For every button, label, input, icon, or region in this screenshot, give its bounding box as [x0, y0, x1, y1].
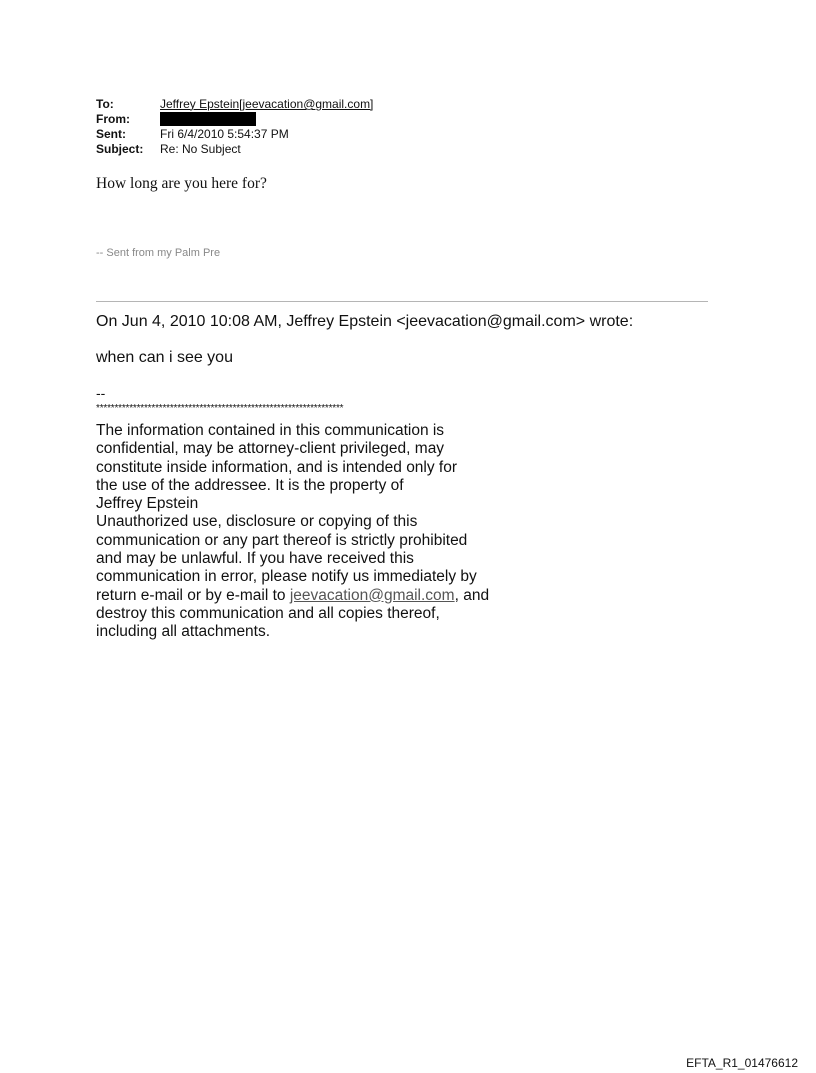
subject-row [96, 142, 373, 157]
reply-text: How long are you here for? [96, 175, 267, 192]
star-separator: ******************************************************************* [96, 403, 344, 414]
disclaimer-line: Unauthorized use, disclosure or copying of this [96, 513, 418, 531]
email-link[interactable]: jeevacation@gmail.com [289, 586, 455, 604]
sent-value: Fri 6/4/2010 5:54:37 PM [160, 127, 289, 141]
mobile-signature: -- Sent from my Palm Pre [96, 247, 221, 259]
disclaimer-line: Jeffrey Epstein [96, 495, 199, 513]
disclaimer-text: , and [454, 586, 490, 604]
disclaimer-line-with-link [96, 587, 489, 605]
from-row [96, 112, 373, 127]
to-row [96, 97, 373, 112]
to-label: To: [96, 97, 114, 111]
disclaimer-line: constitute inside information, and is intended only for [96, 458, 458, 476]
disclaimer-line: and may be unlawful. If you have received this [96, 550, 414, 568]
subject-value: Re: No Subject [160, 142, 241, 156]
disclaimer-line: destroy this communication and all copies thereof, [96, 604, 440, 622]
email-header [96, 97, 373, 157]
disclaimer-line: including all attachments. [96, 623, 271, 641]
confidentiality-disclaimer [96, 422, 489, 642]
disclaimer-line: communication in error, please notify us immediately by [96, 568, 477, 586]
quoted-message: when can i see you [96, 349, 233, 366]
sent-row [96, 127, 373, 142]
to-value: Jeffrey Epstein[jeevacation@gmail.com] [160, 97, 374, 111]
document-id: EFTA_R1_01476612 [686, 1056, 798, 1070]
sent-label: Sent: [96, 127, 126, 141]
disclaimer-line: the use of the addressee. It is the property of [96, 476, 404, 494]
quote-intro: On Jun 4, 2010 10:08 AM, Jeffrey Epstein <jeevacation@gmail.com> wrote: [96, 313, 634, 330]
disclaimer-line: The information contained in this communication is [96, 422, 445, 439]
subject-label: Subject: [96, 142, 144, 156]
disclaimer-line: communication or any part thereof is strictly prohibited [96, 531, 468, 549]
signature-dashes: -- [96, 385, 106, 401]
quote-divider [96, 301, 708, 302]
redaction-block [160, 112, 256, 126]
from-label: From: [96, 112, 130, 126]
disclaimer-text: return e-mail or by e-mail to [96, 586, 290, 604]
disclaimer-line: confidential, may be attorney-client privileged, may [96, 440, 445, 458]
